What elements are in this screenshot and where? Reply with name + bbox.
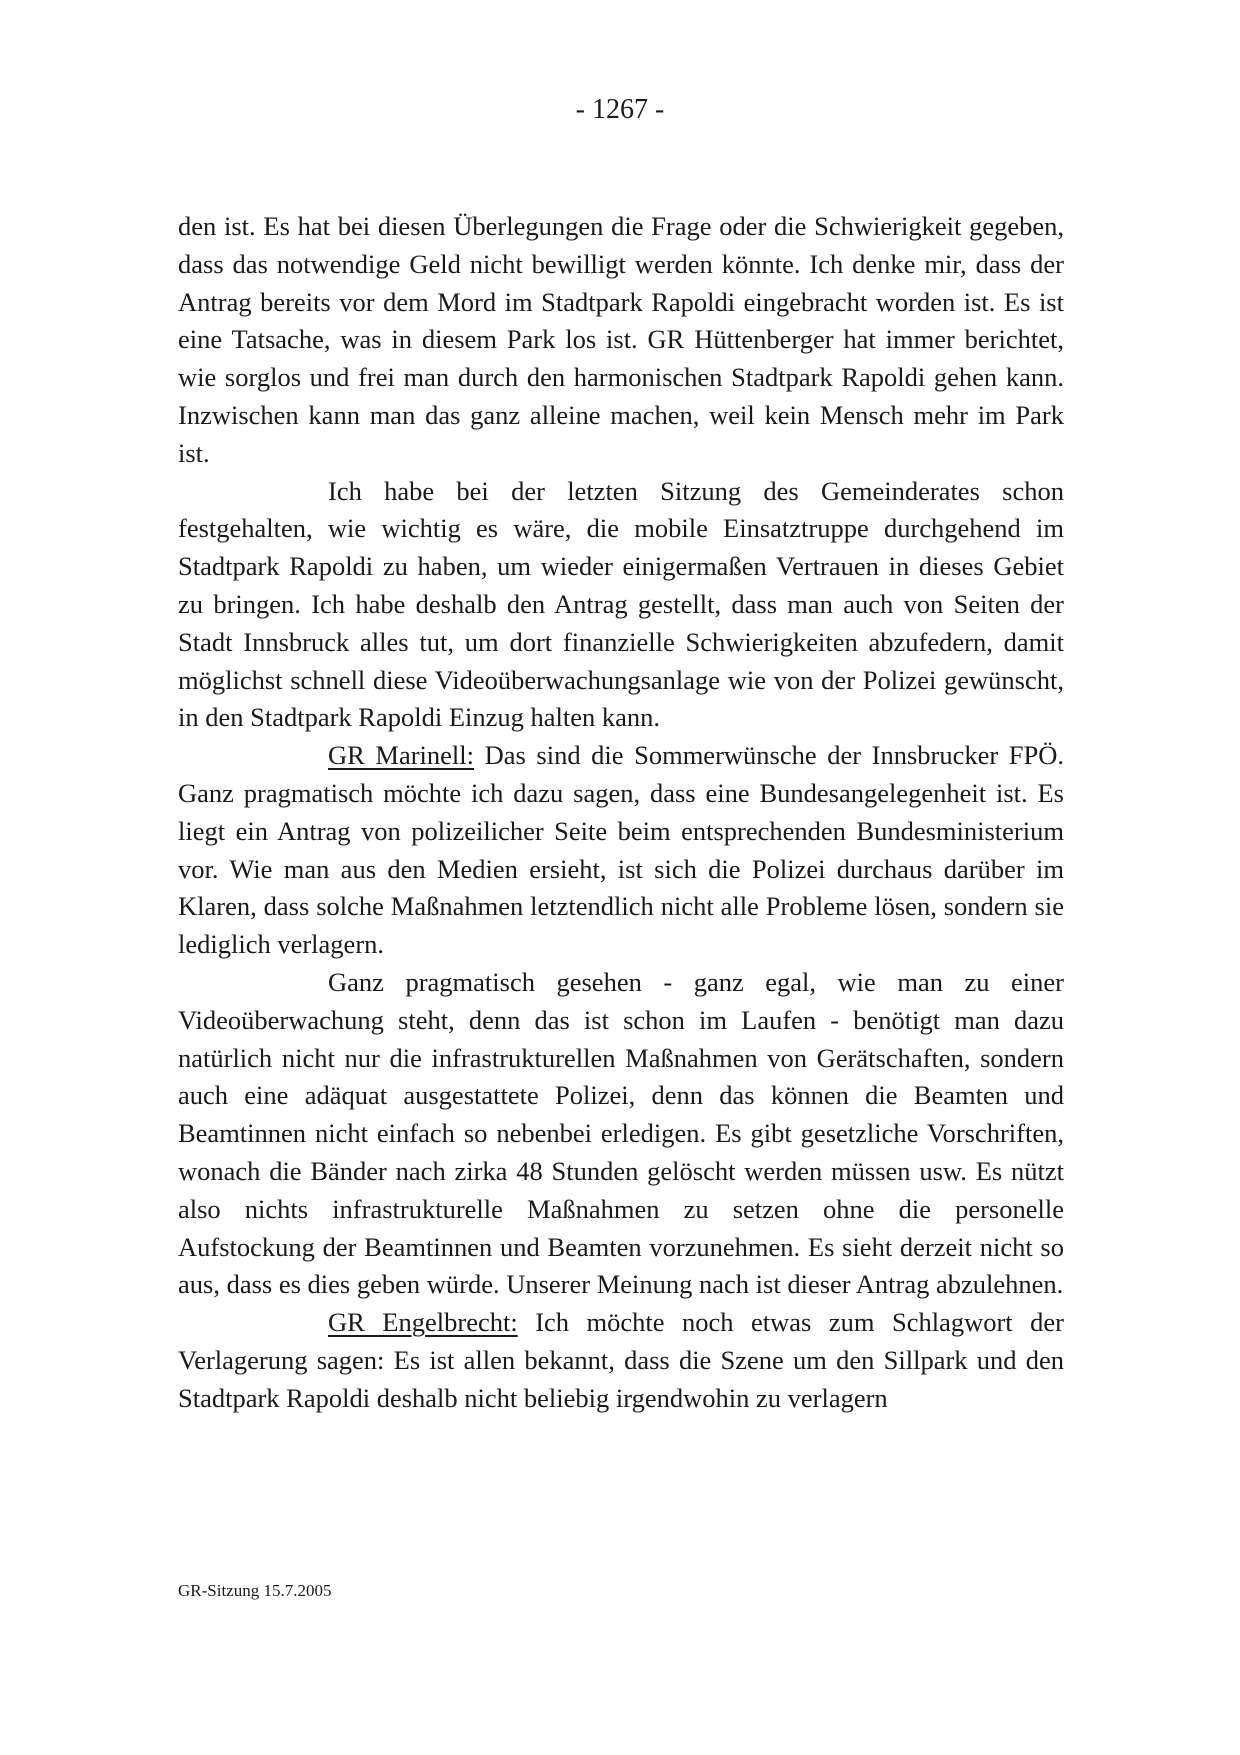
- paragraph-videoueberwachung: Ganz pragmatisch gesehen - ganz egal, wie man zu einer Videoüberwachung steht, denn das ist schon im Laufen - benötigt man dazu natürlich nicht nur die infrastrukturellen Maßnahmen von Gerätschaften, sondern auch eine adäquat ausgestattete Polizei, denn das können die Beamten und Beamtinnen nicht einfach so nebenbei erledigen. Es gibt gesetzliche Vorschriften, wonach die Bänder nach zirka 48 Stunden gelöscht werden müssen usw. Es nützt also nichts infrastrukturelle Maßnahmen zu setzen ohne die personelle Aufstockung der Beamtinnen und Beamten vorzunehmen. Es sieht derzeit nicht so aus, dass es dies geben würde. Unserer Meinung nach ist dieser Antrag abzulehnen.: [178, 966, 1064, 1300]
- footer-session-date: GR-Sitzung 15.7.2005: [178, 1581, 332, 1600]
- speech-text-marinell: Das sind die Sommerwünsche der Innsbrucker FPÖ. Ganz pragmatisch möchte ich dazu sagen, dass eine Bundesangelegenheit ist. Es liegt ein Antrag von polizeilicher Seite beim entsprechenden Bundesministerium vor. Wie man aus den Medien ersieht, ist sich die Polizei durchaus darüber im Klaren, dass solche Maßnahmen letztendlich nicht alle Probleme lösen, sondern sie lediglich verlagern.: [178, 740, 1064, 960]
- document-body: [178, 208, 1064, 1418]
- paragraph-continuation: den ist. Es hat bei diesen Überlegungen die Frage oder die Schwierigkeit gegeben, dass das notwendige Geld nicht bewilligt werden könnte. Ich denke mir, dass der Antrag bereits vor dem Mord im Stadtpark Rapoldi eingebracht worden ist. Es ist eine Tatsache, was in diesem Park los ist. GR Hüttenberger hat immer berichtet, wie sorglos und frei man durch den harmonischen Stadtpark Rapoldi gehen kann. Inzwischen kann man das ganz alleine machen, weil kein Mensch mehr im Park ist.: [178, 211, 1064, 468]
- page-number: - 1267 -: [575, 94, 665, 125]
- paragraph-antrag: Ich habe bei der letzten Sitzung des Gemeinderates schon festgehalten, wie wichtig es wäre, die mobile Einsatztruppe durchgehend im Stadtpark Rapoldi zu haben, um wieder einigermaßen Vertrauen in dieses Gebiet zu bringen. Ich habe deshalb den Antrag gestellt, dass man auch von Seiten der Stadt Innsbruck alles tut, um dort finanzielle Schwierigkeiten abzufedern, damit möglichst schnell diese Videoüberwachungsanlage wie von der Polizei gewünscht, in den Stadtpark Rapoldi Einzug halten kann.: [178, 475, 1064, 733]
- paragraph-engelbrecht: [178, 1304, 1064, 1417]
- speaker-name-engelbrecht: GR Engelbrecht:: [328, 1307, 518, 1338]
- speech-text-engelbrecht: Ich möchte noch etwas zum Schlagwort der Verlagerung sagen: Es ist allen bekannt, dass die Szene um den Sillpark und den Stadtpark Rapoldi deshalb nicht beliebig irgendwohin zu verlagern: [178, 1307, 1064, 1413]
- paragraph-marinell: [178, 737, 1064, 964]
- speaker-name-marinell: GR Marinell:: [328, 740, 475, 771]
